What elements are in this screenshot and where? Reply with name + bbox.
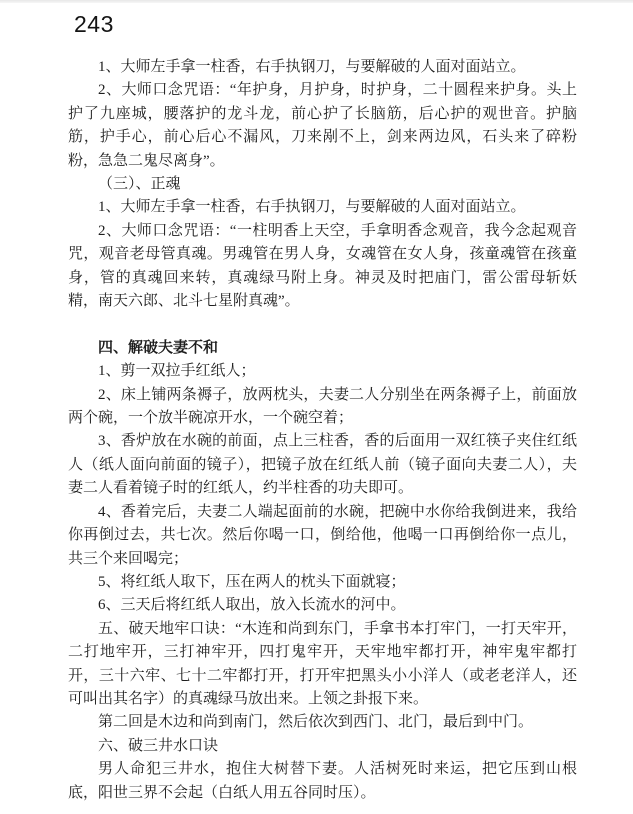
paragraph: 2、大师口念咒语：“一柱明香上天空，手拿明香念观音，我今念起观音咒，观音老母管真魂。男魂管在男人身，女魂管在女人身，孩童魂管在孩童身，管的真魂回来转，真魂绿马附上身。神灵及时把庙门，雷公雷母斩妖精，南天六郎、北斗七星附真魂”。 [68,222,577,310]
paragraph: 3、香炉放在水碗的前面，点上三柱香，香的后面用一双红筷子夹住红纸人（纸人面向前面的镜子），把镜子放在红纸人前（镜子面向夫妻二人），夫妻二人看着镜子时的红纸人，约半柱香的功夫即可。 [68,433,577,497]
paragraph: 五、破天地牢口诀：“木连和尚到东门，手拿书本打牢门，一打天牢开，二打地牢开，三打神牢开，四打鬼牢开，天牢地牢都打开，神牢鬼牢都打开，三十六牢、七十二牢都打开，打开牢把黑头小小洋人（或老老洋人，还可叫出其名字）的真魂绿马放出来。上领之卦报下来。 [68,620,577,707]
section-heading: 四、解破夫妻不和 [98,339,219,356]
paragraph: 1、剪一双拉手红纸人； [98,363,256,380]
paragraph: 4、香着完后，夫妻二人端起面前的水碗，把碗中水你给我倒进来，我给你再倒过去，共七次。然后你喝一口，倒给他，他喝一口再倒给你一点儿，共三个来回喝完； [68,503,577,567]
paragraph: 男人命犯三井水，抱住大树替下妻。人活树死时来运，把它压到山根底，阳世三界不会起（白纸人用五谷同时压）。 [68,761,577,801]
paragraph: 2、大师口念咒语：“年护身，月护身，时护身，二十圆程来护身。头上护了九座城，腰落护的龙斗龙，前心护了长脑筋，后心护的观世音。护脑筋，护手心，前心后心不漏风，刀来剐不上，剑来两边风，石头来了碎粉粉，急急二鬼尽离身”。 [68,82,577,169]
paragraph: 第二回是木边和尚到南门，然后依次到西门、北门，最后到中门。 [98,714,534,731]
paragraph: 1、大师左手拿一柱香，右手执钢刀，与要解破的人面对面站立。 [98,59,526,75]
page-top-edge [0,0,633,3]
paragraph: （三）、正魂 [98,176,181,193]
paragraph: 6、三天后将红纸人取出，放入长流水的河中。 [98,597,406,614]
paragraph: 5、将红纸人取下，压在两人的枕头下面就寝； [98,573,406,590]
paragraph: 2、床上铺两条褥子，放两枕头，夫妻二人分别坐在两条褥子上，前面放两个碗，一个放半碗凉开水，一个碗空着； [68,386,577,427]
page-number: 243 [74,11,114,37]
document-body [68,56,577,805]
paragraph: 1、大师左手拿一柱香，右手执钢刀，与要解破的人面对面站立。 [98,199,526,216]
paragraph: 六、破三井水口诀 [98,737,219,754]
